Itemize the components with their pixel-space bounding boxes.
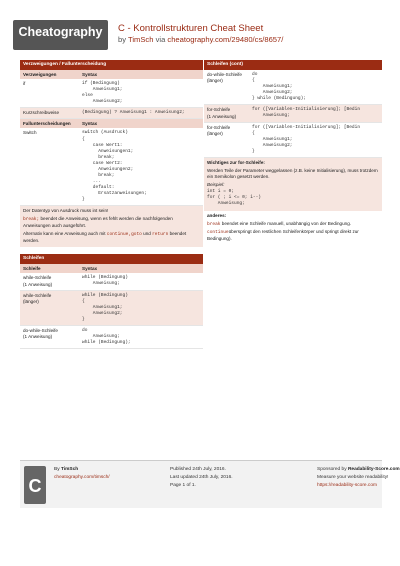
right-column — [204, 60, 382, 246]
code-snippet: while (Bedingung) Anweisung; — [82, 275, 128, 287]
inline-code: continue,goto — [106, 231, 142, 237]
row-label: while-Schleife (1 Anweisung) — [23, 275, 53, 287]
page-title: C - Kontrollstrukturen Cheat Sheet — [118, 23, 264, 34]
section-schleifen — [20, 254, 203, 349]
table-header — [20, 264, 203, 273]
table-row — [204, 70, 382, 105]
footer-dates — [170, 466, 233, 490]
author-name: TimSch — [60, 467, 79, 472]
code-snippet: for ([Variablen-Initialisierung]; [Bedin Anweisung; — [252, 107, 361, 119]
note-text: beendet die Anweisung, wenn es fehlt werden die nachfolgenden Anweisungen auch ausgeführt. — [23, 215, 173, 228]
by-prefix: by — [118, 35, 128, 44]
column-header-syntax: Syntax — [82, 266, 98, 272]
note-text: überspringt den restlichen Schleifenkörper und springt direkt zur Bedingung). — [207, 229, 359, 242]
table-header — [20, 119, 203, 128]
for-loop-tip — [204, 158, 382, 211]
left-column — [20, 60, 203, 349]
code-snippet: (Bedingung) ? Anweisung1 : Anweisung2; — [82, 110, 185, 116]
row-label: if — [23, 81, 26, 86]
section-title: Schleifen — [20, 254, 203, 264]
by-prefix: By — [54, 467, 61, 472]
note-text: Alternativ kann eine Anweisung auch mit — [23, 230, 107, 236]
note-line — [207, 229, 379, 242]
table-row — [20, 326, 203, 349]
table-header — [20, 70, 203, 79]
note-line — [207, 221, 379, 228]
row-label: Kurzschreibweise — [23, 110, 59, 116]
inline-code: break; — [23, 216, 40, 222]
author-url-link[interactable]: cheatography.com/timsch/ — [54, 475, 110, 480]
page-header — [0, 0, 400, 55]
row-label: for-Schleife (länger) — [207, 124, 231, 136]
other-notes — [204, 211, 382, 246]
row-label: do-while-Schleife (länger) — [207, 72, 242, 84]
row-label: Switch — [23, 130, 37, 136]
inline-code: break — [207, 221, 221, 227]
code-snippet: if (Bedingung) Anweisung1; else Anweisung2; — [82, 81, 123, 105]
sponsor-prefix: Sponsored by — [317, 467, 348, 472]
footer-author — [54, 467, 78, 473]
table-row — [20, 273, 203, 290]
tip-code: int i = 0; for ( ; i <= 0; i--) Anweisung; — [207, 189, 262, 207]
section-note — [20, 206, 203, 247]
column-header-syntax: Syntax — [82, 72, 98, 77]
column-header-fallunterscheidungen: Fallunterscheidungen — [23, 121, 71, 127]
table-row — [20, 108, 203, 119]
published-date: Published 24th July, 2016. — [170, 467, 226, 472]
section-verzweigungen — [20, 60, 203, 247]
column-header-schleife: Schleife — [23, 266, 41, 272]
column-header-syntax: Syntax — [82, 121, 98, 127]
sponsor-line — [317, 466, 400, 474]
sponsor-name: Readability-Score.com — [347, 467, 400, 472]
sponsor-url-link[interactable]: https://readability-score.com — [317, 483, 377, 489]
note-text: beendet eine Schleife manuell, unabhängig von der Bedingung. — [220, 220, 352, 226]
table-row — [204, 123, 382, 158]
tip-example-label: Beispiel: — [207, 181, 225, 187]
row-label: do-while-Schleife (1 Anweisung) — [23, 328, 58, 340]
cheatography-logo-small[interactable] — [24, 466, 46, 504]
note-line: Der Datentyp von Ausdruck muss int sein! — [23, 208, 109, 214]
note-line — [23, 216, 200, 229]
via-text: via — [153, 35, 168, 44]
inline-code: continue — [207, 230, 229, 236]
section-title: Verzweigungen / Fallunterscheidung — [20, 60, 203, 70]
note-line — [23, 231, 200, 244]
note-text: beendet werden. — [23, 230, 187, 243]
column-header-verzweigungen: Verzweigungen — [23, 72, 57, 77]
code-snippet: while (Bedingung) { Anweisung1; Anweisung2; } — [82, 292, 128, 322]
code-snippet: for ([Variablen-Initialisierung]; [Bedin { Anweisung1; Anweisung2; } — [252, 124, 361, 154]
inline-code: return — [152, 231, 169, 237]
table-row — [204, 105, 382, 122]
updated-date: Last updated 24th July, 2016. — [170, 475, 233, 481]
other-title: anderes: — [207, 212, 227, 218]
tip-title: Wichtiges zur for-Schleife: — [207, 160, 265, 165]
tip-text: Werden Teile der Parameter weggelassen (z.B. keine Initialisierung), muss trotzdem ein Semikolon gesetzt werden. — [207, 167, 378, 179]
author-link[interactable]: TimSch — [128, 35, 154, 44]
section-schleifen-cont — [204, 60, 382, 246]
page-footer — [20, 460, 400, 508]
sponsor-text: Measure your website readability! — [317, 475, 389, 481]
code-snippet: switch (Ausdruck) { case Wert1: Anweisungen1; break; case Wert2: Anweisungen2; break; ... default: Ersatzanweisungen; } — [82, 130, 147, 203]
footer-sponsor — [317, 466, 400, 490]
row-label: while-Schleife (länger) — [23, 292, 52, 304]
note-text: und — [141, 230, 153, 236]
table-row — [20, 128, 203, 206]
table-row — [20, 291, 203, 326]
page-subtitle — [118, 35, 283, 45]
code-snippet: do { Anweisung1; Anweisung2; } while (Bedingung); — [252, 72, 307, 102]
page-count: Page 1 of 1. — [170, 483, 196, 489]
logo-letter: C — [28, 476, 42, 496]
logo-text: Cheatography — [18, 25, 103, 39]
row-label: for-Schleife (1 Anweisung) — [207, 107, 237, 119]
sheet-url-link[interactable]: cheatography.com/29480/cs/8657/ — [167, 35, 284, 44]
code-snippet: do Anweisung; while (Bedingung); — [82, 328, 131, 346]
table-row — [20, 79, 203, 108]
section-title: Schleifen (cont) — [204, 60, 382, 70]
